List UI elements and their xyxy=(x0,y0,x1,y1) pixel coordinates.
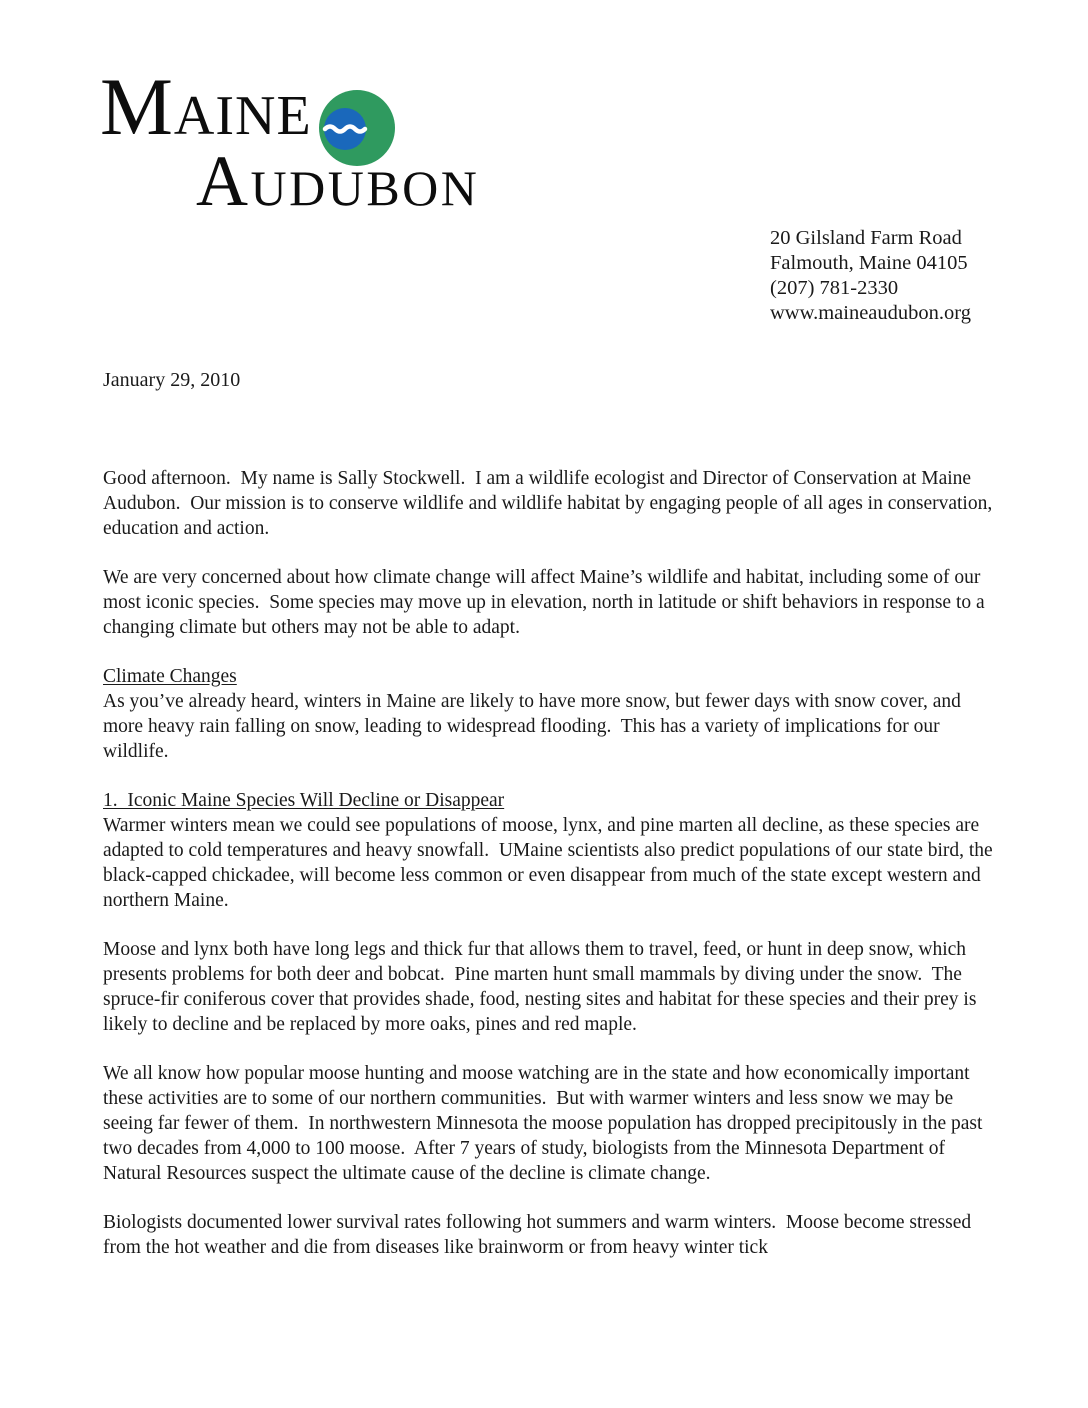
paragraph-moose-lynx xyxy=(103,937,995,1037)
section-climate-changes xyxy=(103,664,995,764)
address-street: 20 Gilsland Farm Road xyxy=(770,227,962,249)
logo-wordmark-maine xyxy=(100,61,312,152)
paragraph-moose-hunting xyxy=(103,1061,995,1186)
paragraph-text: We are very concerned about how climate change will affect Maine’s wildlife and habitat, including some of our most iconic species. Some species may move up in elevation, north in latitude or shift behaviors in response to a changing climate but others may not be able to adapt. xyxy=(103,567,990,638)
letter-body xyxy=(103,466,998,1260)
paragraph-text: Good afternoon. My name is Sally Stockwell. I am a wildlife ecologist and Director of Conservation at Maine Audubon. Our mission is to conserve wildlife and wildlife habitat by engaging people of all ages in conservation, education and action. xyxy=(103,468,998,539)
paragraph-text: We all know how popular moose hunting and moose watching are in the state and how economically important these activities are to some of our northern communities. But with warmer winters and less snow we may be seeing far fewer of them. In northwestern Minnesota the moose population has dropped precipitously in the past two decades from 4,000 to 100 moose. After 7 years of study, biologists from the Minnesota Department of Natural Resources suspect the ultimate cause of the decline is climate change. xyxy=(103,1063,988,1184)
paragraph-biologists xyxy=(103,1210,995,1260)
paragraph-text: Biologists documented lower survival rates following hot summers and warm winters. Moose become stressed from the hot weather and die from diseases like brainworm or from heavy winter tick xyxy=(103,1212,977,1258)
letter-date: January 29, 2010 xyxy=(103,369,241,391)
logo-audubon-rest: UDUBON xyxy=(250,160,480,216)
paragraph-text: Warmer winters mean we could see populations of moose, lynx, and pine marten all decline, as these species are adapted to cold temperatures and heavy snowfall. UMaine scientists also predict populations of our state bird, the black-capped chickadee, will become less common or even disappear from much of the state except western and northern Maine. xyxy=(103,815,998,911)
logo-maine-rest: AINE xyxy=(173,85,312,147)
logo-audubon-initial: A xyxy=(196,141,251,221)
letterhead-address-block xyxy=(770,226,971,326)
section-iconic-species xyxy=(103,788,998,913)
logo-maine-initial: M xyxy=(100,61,174,152)
address-phone: (207) 781-2330 xyxy=(770,277,899,299)
address-website: www.maineaudubon.org xyxy=(770,302,971,324)
paragraph-intro xyxy=(103,466,998,541)
paragraph-text: Moose and lynx both have long legs and thick fur that allows them to travel, feed, or hunt in deep snow, which presents problems for both deer and bobcat. Pine marten hunt small mammals by diving under the snow. The spruce-fir coniferous cover that provides shade, food, nesting sites and habitat for these species and their prey is likely to decline and be replaced by more oaks, pines and red maple. xyxy=(103,939,982,1035)
paragraph-text: As you’ve already heard, winters in Maine are likely to have more snow, but fewer days with snow cover, and more heavy rain falling on snow, leading to widespread flooding. This has a variety of implications for our wildlife. xyxy=(103,691,966,762)
address-city: Falmouth, Maine 04105 xyxy=(770,252,968,274)
section-heading-iconic-species: 1. Iconic Maine Species Will Decline or Disappear xyxy=(103,790,505,811)
section-heading-climate-changes: Climate Changes xyxy=(103,666,237,687)
paragraph-concern xyxy=(103,565,995,640)
logo-wordmark-audubon xyxy=(196,141,480,221)
